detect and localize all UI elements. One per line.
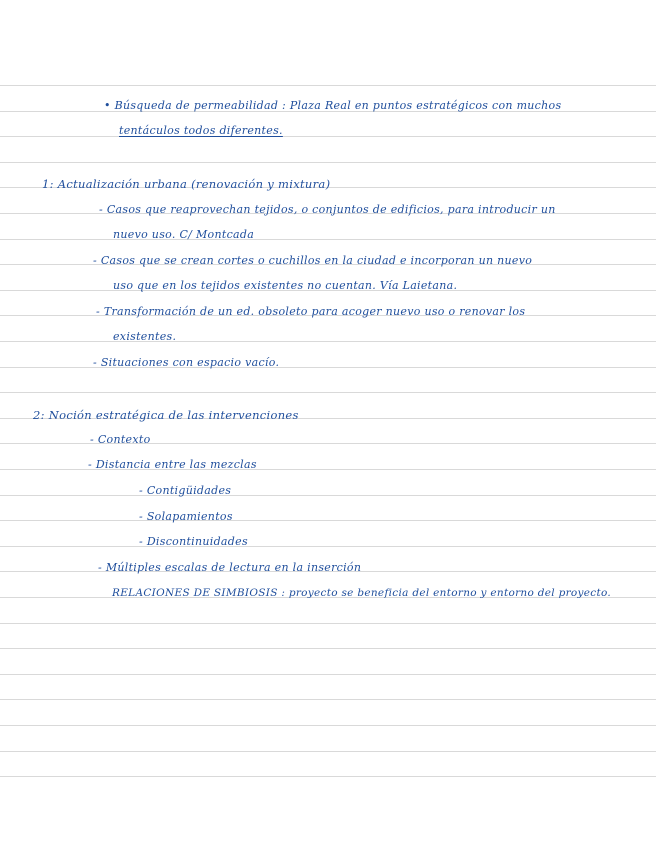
ruled-line	[0, 162, 656, 163]
ruled-line	[0, 776, 656, 777]
text-line-underlined: tentáculos todos diferentes.	[119, 124, 283, 137]
section-heading: 2: Noción estratégica de las intervenciones	[33, 408, 299, 422]
text-line: existentes.	[113, 330, 177, 343]
text-line: uso que en los tejidos existentes no cuentan. Vía Laietana.	[113, 279, 458, 292]
text-line: - Contigüidades	[139, 484, 232, 497]
text-line: nuevo uso. C/ Montcada	[113, 228, 255, 241]
text-line: - Casos que reaprovechan tejidos, o conjuntos de edificios, para introducir un	[99, 203, 556, 216]
ruled-line	[0, 699, 656, 700]
ruled-line	[0, 520, 656, 521]
section-heading: 1: Actualización urbana (renovación y mixtura)	[42, 177, 331, 191]
text-line: - Discontinuidades	[139, 535, 248, 548]
text-line: - Situaciones con espacio vacío.	[93, 356, 280, 369]
ruled-line	[0, 239, 656, 240]
text-line: - Múltiples escalas de lectura en la inserción	[98, 561, 362, 574]
text-line: - Contexto	[90, 433, 151, 446]
ruled-line	[0, 546, 656, 547]
ruled-line	[0, 648, 656, 649]
text-line	[119, 124, 283, 138]
ruled-line	[0, 136, 656, 137]
text-line: - Transformación de un ed. obsoleto para acoger nuevo uso o renovar los	[96, 305, 526, 318]
ruled-line	[0, 751, 656, 752]
ruled-line	[0, 392, 656, 393]
text-line: • Búsqueda de permeabilidad : Plaza Real en puntos estratégicos con muchos	[104, 99, 562, 112]
ruled-line	[0, 341, 656, 342]
ruled-line	[0, 623, 656, 624]
ruled-line	[0, 85, 656, 86]
ruled-line	[0, 674, 656, 675]
text-line: - Casos que se crean cortes o cuchillos en la ciudad e incorporan un nuevo	[93, 254, 533, 267]
ruled-line	[0, 725, 656, 726]
ruled-line	[0, 495, 656, 496]
text-line: - Solapamientos	[139, 510, 233, 523]
text-line: - Distancia entre las mezclas	[88, 458, 257, 471]
text-line: RELACIONES DE SIMBIOSIS : proyecto se beneficia del entorno y entorno del proyecto.	[112, 587, 612, 599]
